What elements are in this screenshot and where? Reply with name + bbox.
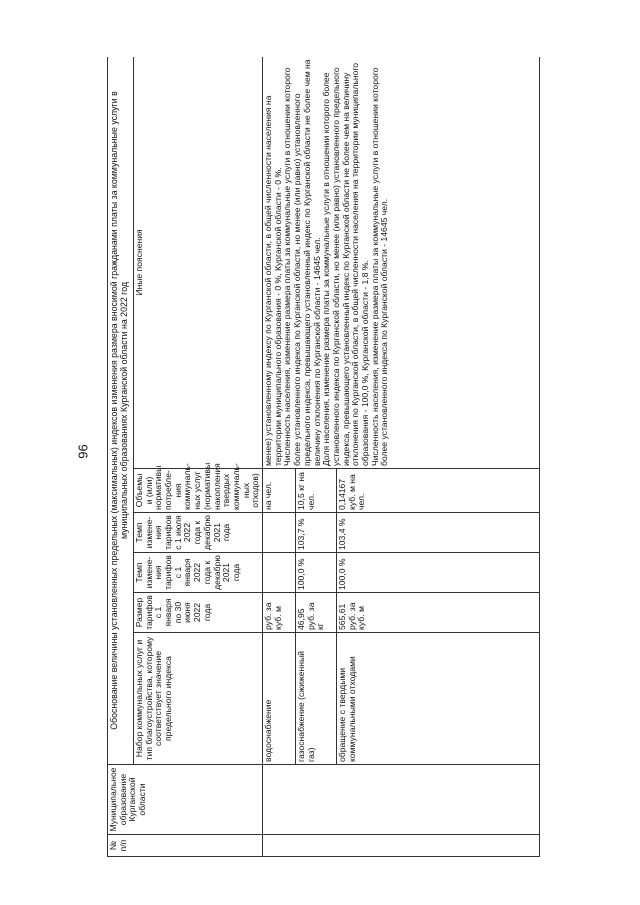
- table-row: [263, 57, 296, 857]
- cell-tariff-size: 565,61 руб. за куб. м: [337, 593, 540, 633]
- cell-service: водоснабжение: [263, 633, 296, 765]
- rotated-content: [107, 57, 632, 857]
- page-number: 96: [75, 444, 91, 459]
- header-tariff-size: Размер тарифов с 1 января по 30 июня 2022 года: [133, 593, 262, 633]
- subheader-row: [133, 57, 262, 857]
- cell-growth-jan: 100,0 %: [337, 553, 540, 593]
- cell-service: газоснабжение (сжиженный газ): [296, 633, 337, 765]
- cell-volumes: 0,14167 куб. м на чел.: [337, 469, 540, 513]
- cell-num: [263, 835, 540, 857]
- cell-notes: менее) установленному индексу по Курганской области, в общей численности населения на территории муниципального образования - 0 %, Курганской области - 0 %. Численность населения, изменение размера платы за коммунальные услуги в отношении которого более установленного индекса по Курганской области, но менее (или равно) установленного предельного индекса, превышающего установленный индекс по Курганской области не более чем на величину отклонения по Курганской области - 14645 чел. Доля населения, изменение размера платы за коммунальные услуги в отношении которого более установленного индекса по Курганской области, но менее (или равно) установленного предельного индекса, превышающего установленный индекс по Курганской области не более чем на величину отклонения по Курганской области, в общей численности населения на территории муниципального образования - 100,0 %, Курганской области - 1,8 %. Численность населения, изменение размера платы за коммунальные услуги в отношении которого более установленного индекса по Курганской области - 14645 чел.: [263, 57, 540, 469]
- table-caption: Обоснование величины установленных предельных (максимальных) индексов изменения размера вносимой гражданами платы за коммунальные услуги в муниципальных образованиях Курганской области на 2022 год: [108, 57, 134, 765]
- cell-volumes: на чел.: [263, 469, 296, 513]
- header-notes: Иные пояснения: [133, 57, 262, 469]
- cell-tariff-size: 46,95 руб. за кг: [296, 593, 337, 633]
- header-growth-jan: Темп измене-ния тарифов с 1 января 2022 года к декабрю 2021 года: [133, 553, 262, 593]
- cell-growth-jul: 103,4 %: [337, 513, 540, 553]
- cell-volumes: 10,5 кг на чел.: [296, 469, 337, 513]
- header-row: [108, 57, 134, 857]
- header-service: Набор коммунальных услуг и тип благоустройства, которому соответствует значение предельного индекса: [133, 633, 262, 765]
- header-num: № п/п: [108, 835, 263, 857]
- cell-growth-jan: 100,0 %: [296, 553, 337, 593]
- header-municipality: Муниципальное образование Курганской области: [108, 765, 263, 835]
- cell-growth-jan: [263, 553, 296, 593]
- header-volumes: Объемы и (или) нормативы потребле-ния коммуналь-ных услуг (нормативы накопления твердых коммуналь-ных отходов): [133, 469, 262, 513]
- cell-tariff-size: руб. за куб. м: [263, 593, 296, 633]
- header-growth-jul: Темп измене-ния тарифов с 1 июля 2022 года к декабрю 2021 года: [133, 513, 262, 553]
- cell-growth-jul: [263, 513, 296, 553]
- justification-table: [107, 57, 540, 857]
- cell-growth-jul: 103,7 %: [296, 513, 337, 553]
- cell-municipality: [263, 765, 540, 835]
- rotated-table-area: [107, 57, 632, 857]
- cell-service: обращение с твердыми коммунальными отходами: [337, 633, 540, 765]
